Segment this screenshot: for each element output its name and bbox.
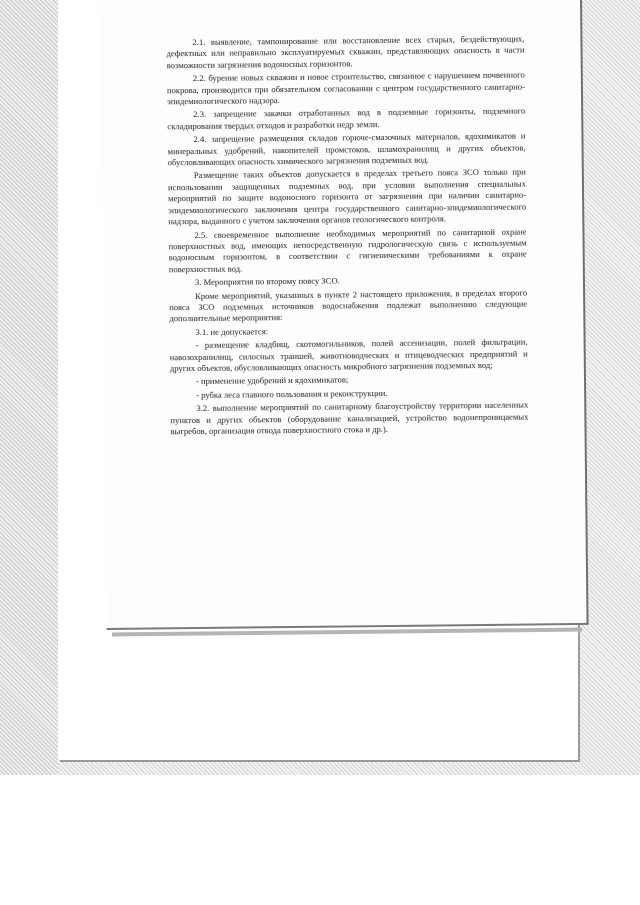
- document-text: [166, 34, 528, 440]
- paragraph-2-5: 2.5. своевременное выполнение необходимых мероприятий по санитарной охране поверхностных вод, имеющих непосредственную гидрологическую связь с используемым водоносным горизонтом, в соответствии с гигиеническими требованиями к охране поверхностных вод.: [168, 226, 527, 275]
- paragraph-2-3: 2.3. запрещение закачки отработанных вод в подземные горизонты, подземного складирования твердых отходов и разработки недр земли.: [167, 105, 526, 132]
- document-page: [100, 0, 589, 630]
- paragraph-2-4: 2.4. запрещение размещения складов горюче-смазочных материалов, ядохимикатов и минеральных удобрений, накопителей промстоков, шламохранилищ и других объектов, обусловливающих опасность химического загрязнения подземных вод.: [167, 130, 526, 168]
- paragraph-2-1: 2.1. выявление, тампонирование или восстановление всех старых, бездействующих, дефектных или неправильно эксплуатируемых скважин, представляющих опасность в части возможности загрязнения водоносных горизонтов.: [166, 33, 525, 71]
- paragraph-section-3-intro: Кроме мероприятий, указанных в пункте 2 настоящего приложения, в пределах второго пояса ЗСО подземных источников водоснабжения подлежат выполнению следующие дополнительные мероприятия:: [169, 287, 528, 324]
- paragraph-3-2: 3.2. выполнение мероприятий по санитарному благоустройству территории населенных пунктов и других объектов (оборудование канализацией, устройство водонепроницаемых выгребов, организация отвода поверхностного стока и др.).: [170, 399, 529, 437]
- paragraph-placement: Размещение таких объектов допускается в пределах третьего пояса ЗСО только при использовании защищенных подземных вод, при условии выполнения специальных мероприятий по защите водоносного горизонта от загрязнения при наличии санитарно-эпидемиологического заключения центра государственного санитарно-эпидемиологического надзора, выданного с учетом заключения органов геологического контроля.: [167, 167, 527, 227]
- scan-bottom-blank: [0, 775, 640, 905]
- section-3-heading: 3. Мероприятия по второму поясу ЗСО.: [194, 275, 340, 288]
- list-item-logging: - рубка леса главного пользования и реконструкции.: [196, 387, 388, 400]
- list-item-cemeteries: - размещение кладбищ, скотомогильников, полей ассенизации, полей фильтрации, навозохранилищ, силосных траншей, животноводческих и птицеводческих предприятий и других объектов, обусловливающих опасность микробного загрязнения подземных вод;: [169, 336, 528, 374]
- scan-left-margin: [0, 0, 58, 775]
- list-item-fertilizers: - применение удобрений и ядохимикатов;: [195, 374, 349, 387]
- paragraph-3-1: 3.1. не допускается:: [195, 326, 269, 337]
- paragraph-2-2: 2.2. бурение новых скважин и новое строительство, связанное с нарушением почвенного покрова, производится при обязательном согласовании с центром государственного санитарно-эпидемиологического надзора.: [166, 69, 525, 107]
